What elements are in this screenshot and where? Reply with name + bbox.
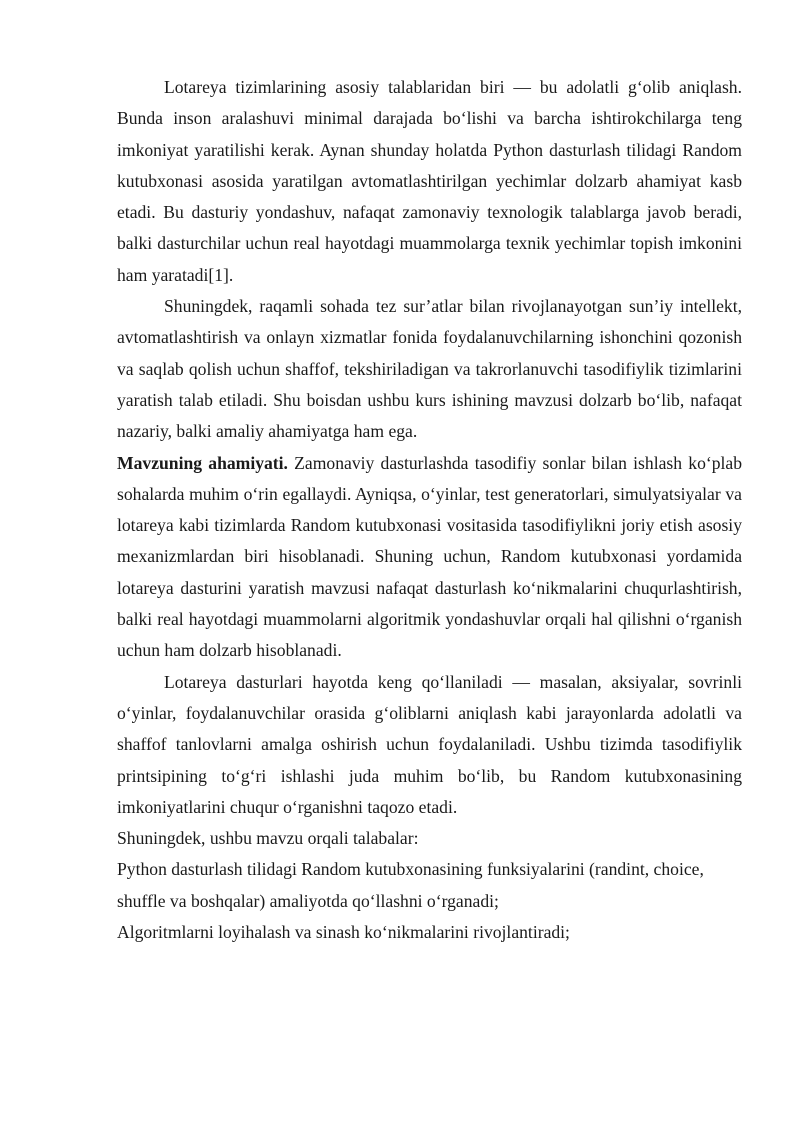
paragraph-lottery-applications: Lotareya dasturlari hayotda keng qo‘llaniladi — masalan, aksiyalar, sovrinli o‘yinlar, foydalanuvchilar orasida g‘oliblarni aniqlash kabi jarayonlarda adolatli va shaffof tanlovlarni amalga oshirish uchun foydalaniladi. Ushbu tizimda tasodifiylik printsipining to‘g‘ri ishlashi juda muhim bo‘lib, bu Random kutubxonasining imkoniyatlarini chuqur o‘rganishni taqozo etadi.	[117, 671, 742, 817]
document-page	[117, 72, 742, 948]
list-item-algorithm-skills: Algoritmlarni loyihalash va sinash ko‘nikmalarini rivojlantiradi;	[117, 922, 570, 943]
list-item-random-functions: Python dasturlash tilidagi Random kutubxonasining funksiyalarini (randint, choice, shuffle va boshqalar) amaliyotda qo‘llashni o‘rganadi;	[117, 859, 704, 911]
paragraph-topic-importance	[117, 448, 742, 667]
paragraph-students-intro: Shuningdek, ushbu mavzu orqali talabalar:	[117, 828, 419, 849]
section-heading: Mavzuning ahamiyati.	[117, 452, 288, 473]
paragraph-trust-transparency: Shuningdek, raqamli sohada tez sur’atlar bilan rivojlanayotgan sun’iy intellekt, avtomatlashtirish va onlayn xizmatlar fonida foydalanuvchilarning ishonchini qozonish va saqlab qolish uchun shaffof, tekshiriladigan va takrorlanuvchi tasodifiylik tizimlarini yaratish talab etiladi. Shu boisdan ushbu kurs ishining mavzusi dolzarb bo‘lib, nafaqat nazariy, balki amaliy ahamiyatga ham ega.	[117, 296, 742, 442]
paragraph-topic-importance-text: Zamonaviy dasturlashda tasodifiy sonlar bilan ishlash ko‘plab sohalarda muhim o‘rin egallaydi. Ayniqsa, o‘yinlar, test generatorlari, simulyatsiyalar va lotareya kabi tizimlarda Random kutubxonasi vositasida tasodifiylikni joriy etish asosiy mexanizmlardan biri hisoblanadi. Shuning uchun, Random kutubxonasi yordamida lotareya dasturini yaratish mavzusi nafaqat dasturlash ko‘nikmalarini chuqurlashtirish, balki real hayotdagi muammolarni algoritmik yondashuvlar orqali hal qilishni o‘rganish uchun ham dolzarb hisoblanadi.	[117, 452, 743, 661]
paragraph-lottery-fairness: Lotareya tizimlarining asosiy talablaridan biri — bu adolatli g‘olib aniqlash. Bunda inson aralashuvi minimal darajada bo‘lishi va barcha ishtirokchilarga teng imkoniyat yaratilishi kerak. Aynan shunday holatda Python dasturlash tilidagi Random kutubxonasi asosida yaratilgan avtomatlashtirilgan yechimlar dolzarb ahamiyat kasb etadi. Bu dasturiy yondashuv, nafaqat zamonaviy texnologik talablarga javob beradi, balki dasturchilar uchun real hayotdagi muammolarga texnik yechimlar topish imkonini ham yaratadi[1].	[117, 77, 742, 285]
